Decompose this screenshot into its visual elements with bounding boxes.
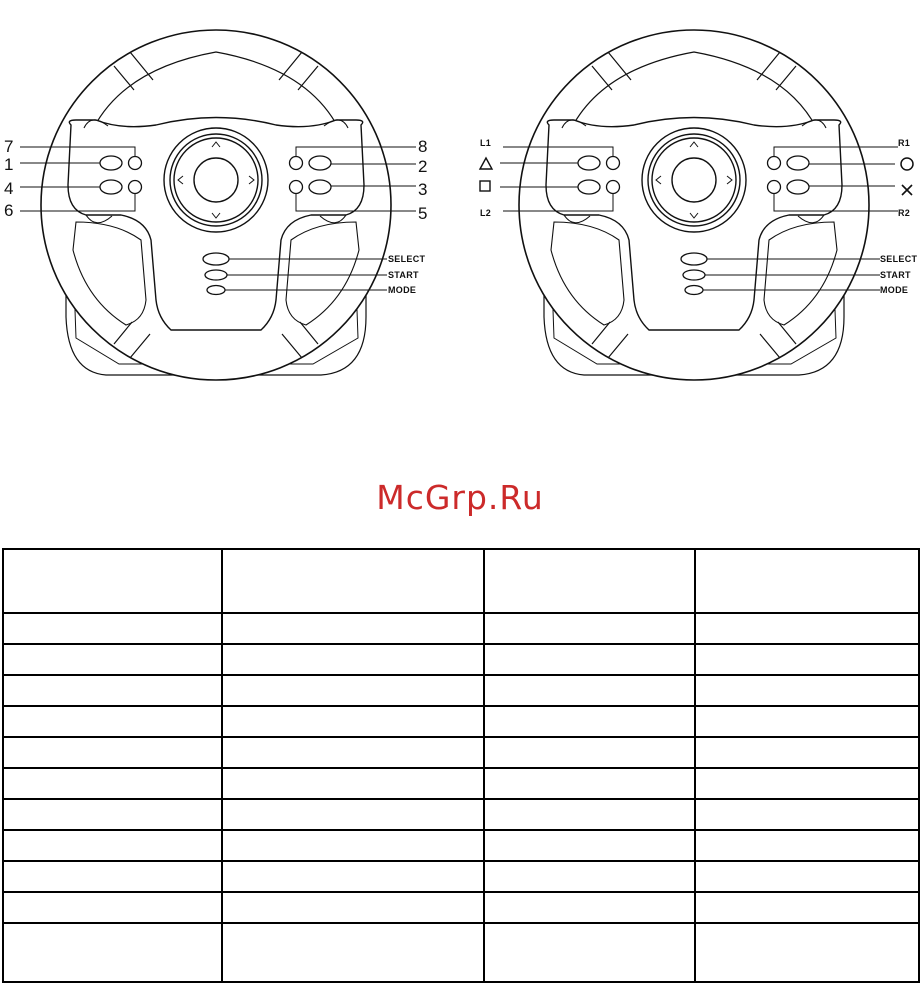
label-start-right: START [880, 270, 911, 280]
circle-icon [901, 158, 913, 170]
table-cell [484, 644, 695, 675]
table-cell [3, 706, 222, 737]
table-cell [3, 737, 222, 768]
table-row [3, 923, 919, 982]
table-cell [3, 768, 222, 799]
table-row [3, 892, 919, 923]
table-cell [695, 644, 919, 675]
table-cell [3, 830, 222, 861]
table-cell [484, 892, 695, 923]
label-1: 1 [4, 155, 14, 174]
table-cell [222, 549, 484, 613]
table-row [3, 706, 919, 737]
table-cell [484, 799, 695, 830]
table-cell [222, 644, 484, 675]
table-row [3, 675, 919, 706]
table-row [3, 737, 919, 768]
triangle-icon [480, 158, 492, 169]
label-r2: R2 [898, 208, 911, 218]
table-cell [484, 706, 695, 737]
table-cell [3, 799, 222, 830]
table-cell [484, 675, 695, 706]
left-wheel-diagram [4, 30, 427, 380]
table-cell [484, 923, 695, 982]
watermark-text: McGrp.Ru [376, 478, 544, 517]
steering-wheel-diagrams [0, 0, 920, 420]
table-row [3, 613, 919, 644]
table-cell [484, 861, 695, 892]
table-cell [222, 768, 484, 799]
table-cell [3, 923, 222, 982]
label-l2: L2 [480, 208, 492, 218]
label-l1: L1 [480, 138, 492, 148]
table-cell [484, 830, 695, 861]
table-cell [3, 861, 222, 892]
table-cell [484, 613, 695, 644]
cross-icon [902, 185, 912, 195]
table-cell [695, 861, 919, 892]
table-cell [695, 706, 919, 737]
label-5: 5 [418, 204, 428, 223]
label-start: START [388, 270, 419, 280]
table-cell [484, 549, 695, 613]
table-row [3, 861, 919, 892]
table-cell [695, 923, 919, 982]
table-cell [695, 768, 919, 799]
label-select: SELECT [388, 254, 426, 264]
label-8: 8 [418, 137, 428, 156]
table-cell [222, 830, 484, 861]
mapping-table [2, 548, 920, 983]
table-cell [3, 613, 222, 644]
table-cell [3, 644, 222, 675]
table-cell [695, 830, 919, 861]
label-mode: MODE [388, 285, 417, 295]
table-header-row [3, 549, 919, 613]
table-cell [222, 675, 484, 706]
label-mode-right: MODE [880, 285, 909, 295]
table-row [3, 644, 919, 675]
table-cell [222, 613, 484, 644]
label-r1: R1 [898, 138, 911, 148]
table-cell [222, 737, 484, 768]
table-row [3, 768, 919, 799]
label-3: 3 [418, 180, 428, 199]
table-cell [3, 892, 222, 923]
table-cell [484, 737, 695, 768]
table-cell [695, 799, 919, 830]
table-cell [695, 613, 919, 644]
label-6: 6 [4, 201, 14, 220]
table-row [3, 830, 919, 861]
table-cell [222, 923, 484, 982]
table-cell [695, 675, 919, 706]
table-cell [3, 549, 222, 613]
label-select-right: SELECT [880, 254, 918, 264]
label-2: 2 [418, 157, 428, 176]
table-row [3, 799, 919, 830]
table-cell [3, 675, 222, 706]
label-7: 7 [4, 137, 14, 156]
table-cell [695, 737, 919, 768]
table-cell [222, 799, 484, 830]
right-wheel-diagram [480, 30, 918, 380]
table-cell [695, 892, 919, 923]
table-cell [222, 892, 484, 923]
label-4: 4 [4, 179, 14, 198]
table-cell [695, 549, 919, 613]
table-cell [484, 768, 695, 799]
table-cell [222, 706, 484, 737]
square-icon [480, 181, 490, 191]
table-cell [222, 861, 484, 892]
